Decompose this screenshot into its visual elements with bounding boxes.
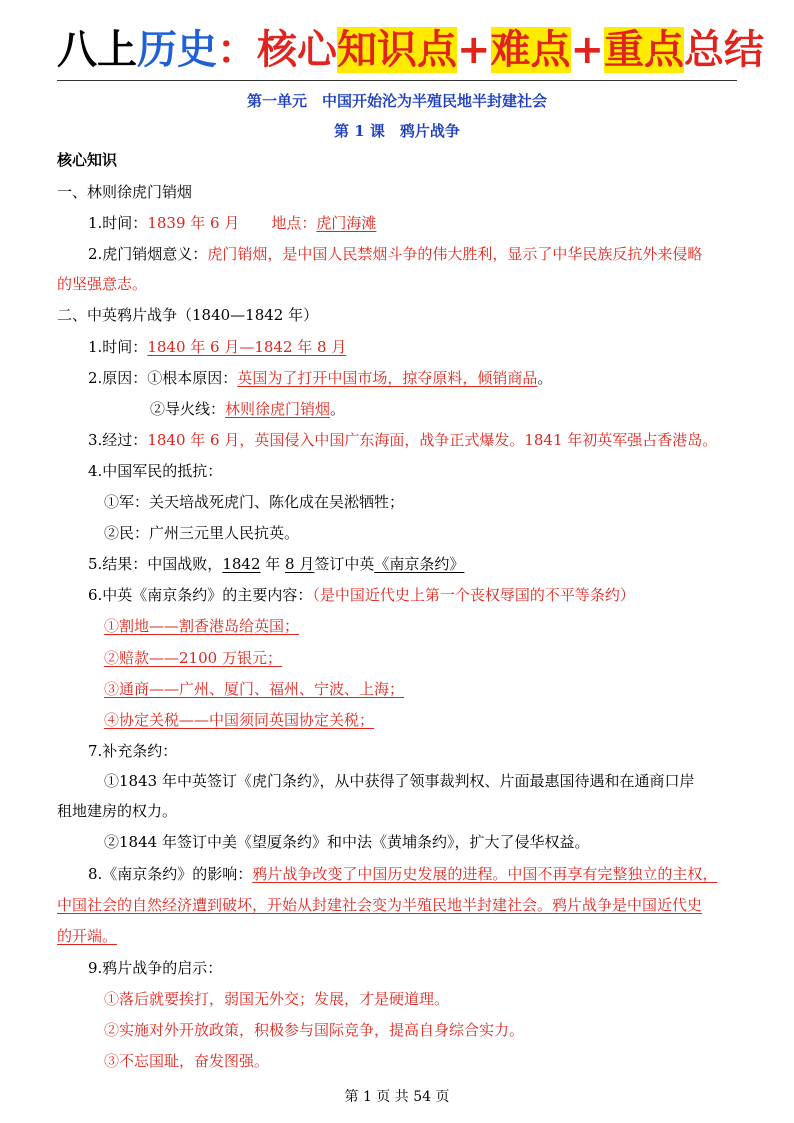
banner-grade: 八上 xyxy=(57,27,137,73)
s1-time-row xyxy=(88,213,376,233)
s2-resist-army: ①军：关天培战死虎门、陈化成在吴淞牺牲； xyxy=(104,493,405,511)
s2-supp-label: 7.补充条约： xyxy=(88,742,178,760)
treaty-item: ③通商——广州、厦门、福州、宁波、上海； xyxy=(104,680,405,698)
s1-title: 一、林则徐虎门销烟 xyxy=(57,183,193,201)
banner-plus-2: + xyxy=(570,27,605,73)
s2-time-row xyxy=(88,337,346,357)
treaty-item: ②赔款——2100 万银元； xyxy=(104,649,282,667)
s2-fuse-end: 。 xyxy=(330,400,346,418)
lesson-item: ①落后就要挨打，弱国无外交；发展，才是硬道理。 xyxy=(104,990,450,1008)
s2-cause-end: 。 xyxy=(537,369,553,387)
s2-time-label: 1.时间： xyxy=(88,338,148,356)
s2-impact-row xyxy=(88,864,717,884)
s2-fuse-row xyxy=(150,399,345,419)
s2-supp-2: ②1844 年签订中美《望厦条约》和中法《黄埔条约》，扩大了侵华权益。 xyxy=(104,833,590,851)
banner-difficult: 难点 xyxy=(490,27,571,73)
lesson-item: ③不忘国耻，奋发图强。 xyxy=(104,1052,270,1070)
s2-impact-line3: 的开端。 xyxy=(57,927,118,945)
s2-result-prefix: 5.结果：中国战败， xyxy=(88,555,223,573)
banner-core: ：核心 xyxy=(217,27,337,73)
s2-process-value: 1840 年 6 月，英国侵入中国广东海面，战争正式爆发。1841 年初英军强占香港岛。 xyxy=(147,431,718,449)
s2-fuse-value: 林则徐虎门销烟 xyxy=(225,400,331,418)
s2-treaty-label: 6.中英《南京条约》的主要内容： xyxy=(88,586,313,604)
page-footer: 第 1 页 共 54 页 xyxy=(344,1089,450,1105)
s2-result-mid1: 年 xyxy=(260,555,286,573)
s2-result-year: 1842 xyxy=(222,555,261,573)
treaty-item: ①割地——割香港岛给英国； xyxy=(104,617,300,635)
banner-summary: 总结 xyxy=(684,27,765,73)
s2-supp-1-line1: ①1843 年中英签订《虎门条约》，从中获得了领事裁判权、片面最惠国待遇和在通商口岸 xyxy=(104,772,695,790)
banner-key: 重点 xyxy=(604,27,685,73)
s2-result-mid2: 签订中英 xyxy=(314,555,375,573)
s2-cause-label: 2.原因：①根本原因： xyxy=(88,369,238,387)
s2-result-row xyxy=(88,554,464,574)
treaty-item: ④协定关税——中国须同英国协定关税； xyxy=(104,711,375,729)
s2-cause-row xyxy=(88,368,552,388)
s1-meaning-label: 2.虎门销烟意义： xyxy=(88,245,208,263)
banner-plus-1: + xyxy=(457,27,491,73)
s2-time-value: 1840 年 6 月—1842 年 8 月 xyxy=(147,338,347,356)
s2-result-treaty: 《南京条约》 xyxy=(374,555,465,573)
banner-subject: 历史 xyxy=(137,27,217,73)
s1-place-value: 虎门海滩 xyxy=(316,214,377,232)
lesson-title: 第 1 课 鸦片战争 xyxy=(334,122,460,140)
s2-result-month: 8 月 xyxy=(285,555,315,573)
banner-knowledge: 知识点 xyxy=(337,27,457,73)
s2-title: 二、中英鸦片战争（1840—1842 年） xyxy=(57,306,319,324)
s2-treaty-row xyxy=(88,585,635,605)
s2-cause-value: 英国为了打开中国市场，掠夺原料，倾销商品 xyxy=(237,369,538,387)
s1-time-value: 1839 年 6 月 xyxy=(147,214,240,232)
s2-fuse-label: ②导火线： xyxy=(150,400,226,418)
s2-process-row xyxy=(88,430,717,450)
s2-impact-line2: 中国社会的自然经济遭到破坏，开始从封建社会变为半殖民地半封建社会。鸦片战争是中国近代史 xyxy=(57,896,703,914)
s2-resist-people: ②民：广州三元里人民抗英。 xyxy=(104,524,300,542)
banner-divider xyxy=(57,80,737,81)
s2-impact-line1: 鸦片战争改变了中国历史发展的进程。中国不再享有完整独立的主权， xyxy=(252,865,718,883)
s1-time-label: 1.时间： xyxy=(88,214,148,232)
s2-treaty-note: （是中国近代史上第一个丧权辱国的不平等条约） xyxy=(312,586,635,604)
lesson-item: ②实施对外开放政策，积极参与国际竞争，提高自身综合实力。 xyxy=(104,1021,525,1039)
s2-impact-label: 8.《南京条约》的影响： xyxy=(88,865,253,883)
s1-meaning-row xyxy=(88,244,702,264)
s1-meaning-line2: 的坚强意志。 xyxy=(57,275,148,293)
banner-title xyxy=(57,22,764,78)
s2-resist-label: 4.中国军民的抵抗： xyxy=(88,462,223,480)
s1-place-label: 地点： xyxy=(271,214,317,232)
s2-supp-1-line2: 租地建房的权力。 xyxy=(57,802,178,820)
unit-title: 第一单元 中国开始沦为半殖民地半封建社会 xyxy=(246,92,547,110)
section-heading: 核心知识 xyxy=(57,151,118,169)
s1-meaning-line1: 虎门销烟，是中国人民禁烟斗争的伟大胜利，显示了中华民族反抗外来侵略 xyxy=(207,245,703,263)
s2-process-label: 3.经过： xyxy=(88,431,148,449)
s2-lesson-label: 9.鸦片战争的启示： xyxy=(88,959,223,977)
